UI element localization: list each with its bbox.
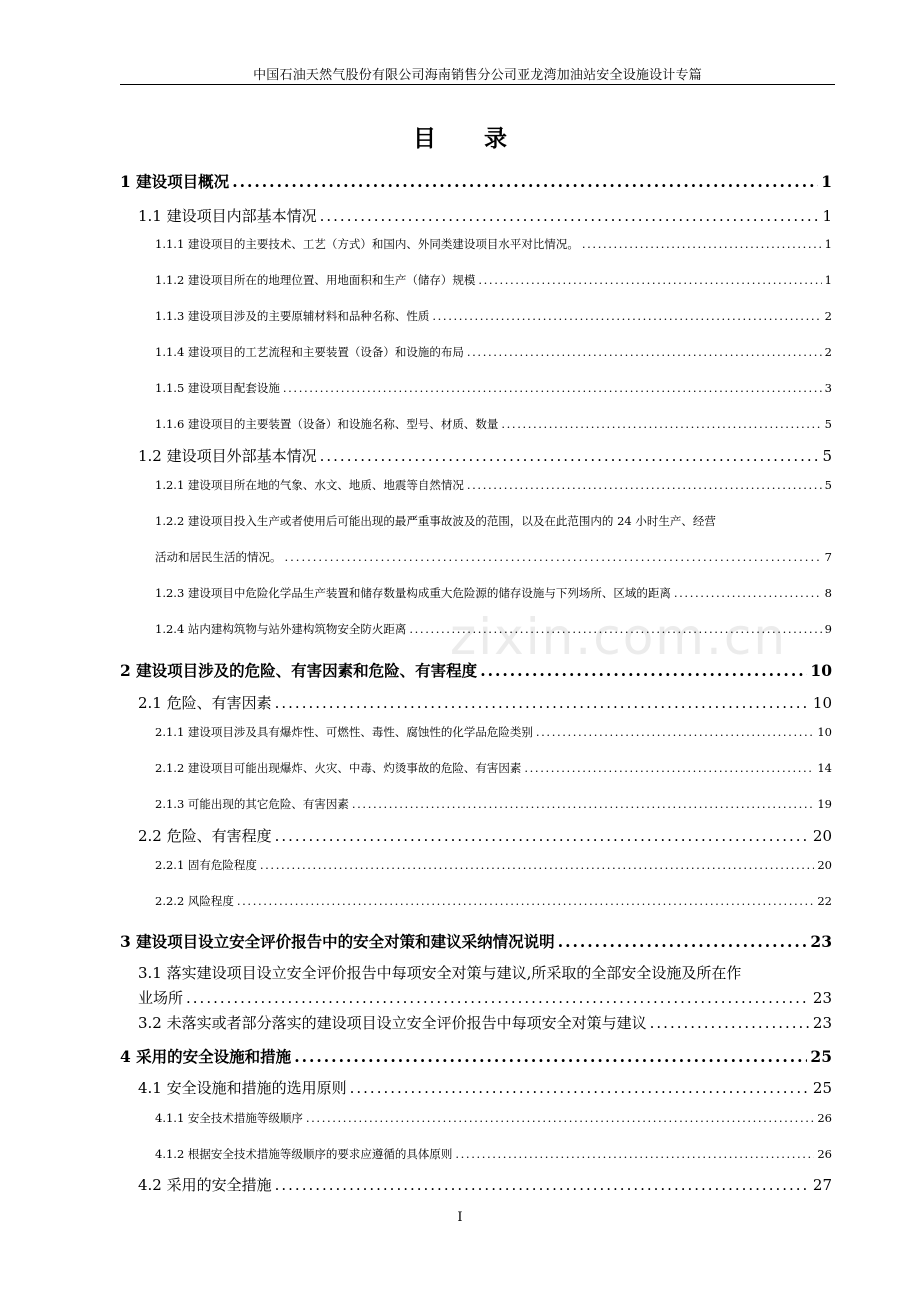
toc-entry-subsection-1-1-2[interactable] [155, 272, 832, 288]
toc-leader-dots [285, 550, 822, 564]
toc-entry-text: 2.1.1 建设项目涉及具有爆炸性、可燃性、毒性、腐蚀性的化学品危险类别 [155, 725, 533, 739]
toc-leader-dots [275, 1176, 810, 1194]
toc-leader-dots [582, 237, 822, 251]
toc-page-number: 5 [824, 478, 832, 492]
toc-leader-dots [260, 858, 814, 872]
watermark: zixin.com.cn [450, 608, 788, 666]
toc-leader-dots [275, 694, 810, 712]
toc-entry-text: 4 采用的安全设施和措施 [120, 1047, 292, 1066]
toc-entry-subsection-1-1-3[interactable] [155, 308, 832, 324]
toc-entry-text: 4.2 采用的安全措施 [138, 1176, 272, 1194]
toc-leader-dots [320, 447, 820, 465]
toc-leader-dots [294, 1047, 807, 1066]
toc-page-number: 9 [824, 622, 832, 636]
toc-entry-text: 1.2.4 站内建构筑物与站外建构筑物安全防火距离 [155, 622, 407, 636]
toc-leader-dots [674, 586, 822, 600]
toc-entry-text: 1.2.1 建设项目所在地的气象、水文、地质、地震等自然情况 [155, 478, 464, 492]
toc-page-number: 26 [817, 1147, 832, 1161]
toc-entry-text: 1 建设项目概况 [120, 172, 230, 191]
toc-page-number: 5 [822, 447, 832, 465]
toc-leader-dots [320, 207, 820, 225]
toc-entry-text: 1.1.1 建设项目的主要技术、工艺（方式）和国内、外同类建设项目水平对比情况。 [155, 237, 579, 251]
toc-entry-section-3-2[interactable] [138, 1012, 832, 1033]
toc-page-number: 1 [821, 172, 832, 191]
toc-leader-dots [352, 797, 814, 811]
toc-leader-dots [455, 1147, 814, 1161]
toc-page-number: 25 [810, 1047, 832, 1066]
toc-entry-text: 2.2.2 风险程度 [155, 894, 234, 908]
toc-page-number: 26 [817, 1111, 832, 1125]
toc-entry-subsection-1-2-2[interactable]: 1.2.2 建设项目投入生产或者使用后可能出现的最严重事故波及的范围，以及在此范围内的 24 小时生产、经营 [155, 514, 716, 528]
toc-entry-section-1-1[interactable] [138, 205, 832, 226]
toc-entry-section-4-1[interactable] [138, 1077, 832, 1098]
toc-page-number: 8 [824, 586, 832, 600]
toc-leader-dots [232, 172, 818, 191]
toc-entry-subsection-1-2-4[interactable] [155, 621, 832, 637]
toc-entry-subsection-2-1-2[interactable] [155, 760, 832, 776]
toc-entry-section-3-1[interactable]: 3.1 落实建设项目设立安全评价报告中每项安全对策与建议,所采取的全部安全设施及所在作 [138, 964, 742, 982]
toc-leader-dots [283, 381, 822, 395]
toc-page-number: 1 [824, 273, 832, 287]
toc-page-number: 5 [824, 417, 832, 431]
toc-entry-text: 2.2.1 固有危险程度 [155, 858, 257, 872]
toc-entry-text: 3 建设项目设立安全评价报告中的安全对策和建议采纳情况说明 [120, 932, 555, 951]
toc-entry-text: 4.1.2 根据安全技术措施等级顺序的要求应遵循的具体原则 [155, 1147, 453, 1161]
toc-entry-text: 2.2 危险、有害程度 [138, 827, 272, 845]
toc-entry-section-3-1-continued[interactable] [138, 987, 832, 1008]
toc-page-number: 23 [812, 1014, 832, 1032]
page-number-footer: I [457, 1210, 463, 1225]
toc-entry-text: 4.1 安全设施和措施的选用原则 [138, 1079, 347, 1097]
toc-entry-text: 1.1.4 建设项目的工艺流程和主要装置（设备）和设施的布局 [155, 345, 464, 359]
toc-entry-section-2-1[interactable] [138, 692, 832, 713]
toc-entry-text: 2.1.2 建设项目可能出现爆炸、火灾、中毒、灼烫事故的危险、有害因素 [155, 761, 522, 775]
header-rule [120, 84, 835, 85]
toc-entry-text: 2.1.3 可能出现的其它危险、有害因素 [155, 797, 349, 811]
toc-page-number: 3 [824, 381, 832, 395]
page-title: 目 录 [412, 125, 527, 152]
toc-page-number: 1 [824, 237, 832, 251]
toc-leader-dots [478, 273, 821, 287]
toc-leader-dots [186, 989, 810, 1007]
toc-leader-dots [306, 1111, 814, 1125]
toc-entry-subsection-1-2-1[interactable] [155, 477, 832, 493]
toc-page-number: 25 [812, 1079, 832, 1097]
toc-page-number: 20 [812, 827, 832, 845]
toc-entry-subsection-2-2-1[interactable] [155, 857, 832, 873]
toc-entry-text: 2 建设项目涉及的危险、有害因素和危险、有害程度 [120, 661, 478, 680]
toc-entry-subsection-1-2-3[interactable] [155, 585, 832, 601]
toc-entry-text: 1.1.5 建设项目配套设施 [155, 381, 280, 395]
toc-entry-text: 业场所 [138, 989, 184, 1007]
toc-leader-dots [501, 417, 821, 431]
toc-entry-subsection-1-1-6[interactable] [155, 416, 832, 432]
toc-page-number: 2 [824, 345, 832, 359]
toc-leader-dots [350, 1079, 810, 1097]
toc-leader-dots [536, 725, 814, 739]
toc-leader-dots [432, 309, 821, 323]
toc-entry-text: 1.1.6 建设项目的主要装置（设备）和设施名称、型号、材质、数量 [155, 417, 499, 431]
toc-entry-section-2-2[interactable] [138, 825, 832, 846]
toc-entry-text: 4.1.1 安全技术措施等级顺序 [155, 1111, 303, 1125]
toc-entry-text: 活动和居民生活的情况。 [155, 550, 282, 564]
toc-page-number: 23 [812, 989, 832, 1007]
toc-leader-dots [650, 1014, 810, 1032]
toc-leader-dots [558, 932, 808, 951]
toc-entry-subsection-1-2-2-continued[interactable] [155, 549, 832, 565]
toc-entry-chapter-2[interactable] [120, 659, 832, 681]
running-header: 中国石油天然气股份有限公司海南销售分公司亚龙湾加油站安全设施设计专篇 [253, 68, 702, 83]
toc-leader-dots [480, 661, 807, 680]
toc-entry-subsection-2-1-1[interactable] [155, 724, 832, 740]
toc-entry-text: 3.2 未落实或者部分落实的建设项目设立安全评价报告中每项安全对策与建议 [138, 1014, 647, 1032]
toc-page-number: 27 [812, 1176, 832, 1194]
toc-entry-text: 1.1 建设项目内部基本情况 [138, 207, 317, 225]
toc-entry-section-1-2[interactable] [138, 445, 832, 466]
toc-page-number: 19 [817, 797, 832, 811]
toc-entry-subsection-1-1-1[interactable] [155, 236, 832, 252]
toc-leader-dots [467, 345, 822, 359]
toc-page-number: 20 [817, 858, 832, 872]
toc-entry-chapter-1[interactable] [120, 170, 832, 192]
toc-entry-subsection-1-1-4[interactable] [155, 344, 832, 360]
toc-entry-chapter-4[interactable] [120, 1045, 832, 1067]
toc-leader-dots [237, 894, 814, 908]
toc-entry-text: 1.2.3 建设项目中危险化学品生产装置和储存数量构成重大危险源的储存设施与下列场所、区域的距离 [155, 586, 671, 600]
toc-entry-chapter-3[interactable] [120, 930, 832, 952]
toc-entry-text: 1.1.3 建设项目涉及的主要原辅材料和品种名称、性质 [155, 309, 430, 323]
toc-entry-subsection-4-1-1[interactable] [155, 1110, 832, 1126]
toc-page-number: 7 [824, 550, 832, 564]
toc-entry-section-4-2[interactable] [138, 1174, 832, 1195]
toc-entry-subsection-1-1-5[interactable] [155, 380, 832, 396]
toc-page-number: 23 [810, 932, 832, 951]
toc-leader-dots [524, 761, 814, 775]
toc-page-number: 1 [822, 207, 832, 225]
toc-entry-text: 1.2 建设项目外部基本情况 [138, 447, 317, 465]
toc-entry-subsection-2-1-3[interactable] [155, 796, 832, 812]
toc-leader-dots [467, 478, 822, 492]
toc-page-number: 14 [817, 761, 832, 775]
toc-page-number: 2 [824, 309, 832, 323]
toc-leader-dots [409, 622, 821, 636]
toc-entry-subsection-2-2-2[interactable] [155, 893, 832, 909]
toc-entry-text: 1.1.2 建设项目所在的地理位置、用地面积和生产（储存）规模 [155, 273, 476, 287]
toc-leader-dots [275, 827, 810, 845]
toc-page-number: 22 [817, 894, 832, 908]
toc-page-number: 10 [817, 725, 832, 739]
toc-entry-subsection-4-1-2[interactable] [155, 1146, 832, 1162]
toc-page-number: 10 [810, 661, 832, 680]
toc-page-number: 10 [812, 694, 832, 712]
toc-entry-text: 2.1 危险、有害因素 [138, 694, 272, 712]
